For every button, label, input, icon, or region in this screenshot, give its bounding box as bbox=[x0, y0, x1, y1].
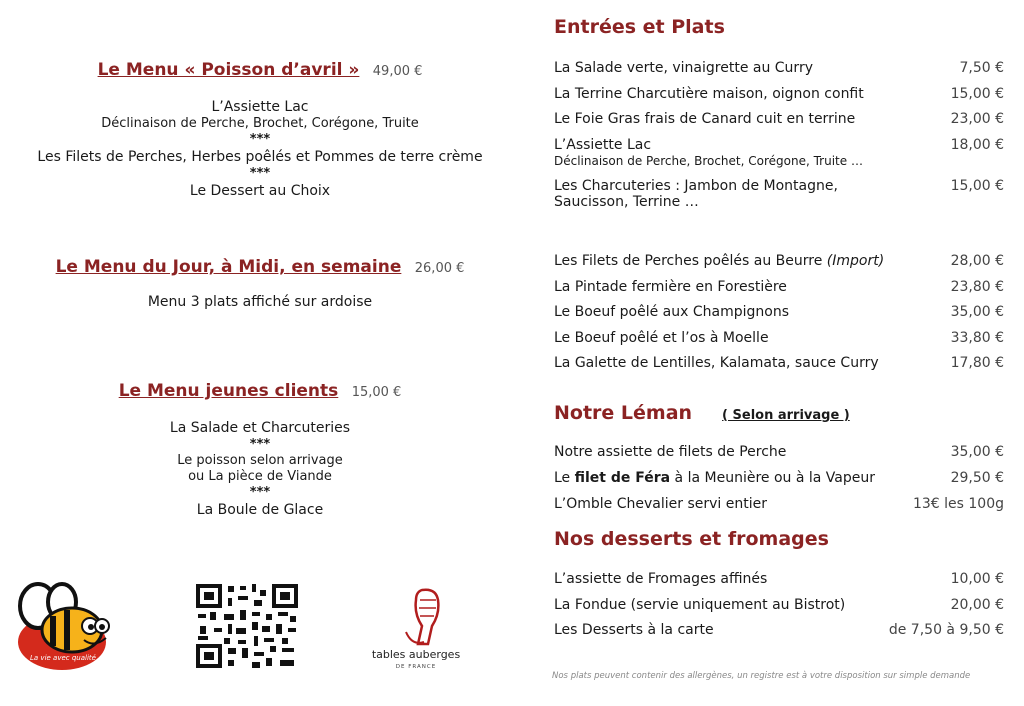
menu-poisson-title: Le Menu « Poisson d’avril » bbox=[97, 60, 360, 80]
item-name: Les Charcuteries : Jambon de Montagne, Saucisson, Terrine … bbox=[554, 178, 838, 210]
menu-item bbox=[554, 111, 1004, 127]
item-name: L’Omble Chevalier servi entier bbox=[554, 496, 767, 512]
item-name: Les Filets de Perches poêlés au Beurre bbox=[554, 253, 823, 269]
menu-item bbox=[554, 597, 1004, 613]
menu-separator: *** bbox=[249, 437, 271, 452]
menu-item bbox=[554, 60, 1004, 76]
item-price: 33,80 € bbox=[950, 330, 1004, 346]
item-price: 23,80 € bbox=[950, 279, 1004, 295]
menu-item bbox=[554, 279, 1004, 295]
menu-item bbox=[554, 178, 1004, 210]
bee-logo bbox=[12, 580, 112, 672]
section-title-entrees: Entrées et Plats bbox=[554, 16, 725, 38]
section-note: ( Selon arrivage ) bbox=[722, 408, 850, 423]
item-name: Le Boeuf poêlé aux Champignons bbox=[554, 304, 789, 320]
item-name: La Galette de Lentilles, Kalamata, sauce Curry bbox=[554, 355, 879, 371]
item-price: 35,00 € bbox=[950, 304, 1004, 320]
menu-item bbox=[554, 571, 1004, 587]
item-note: (Import) bbox=[826, 253, 885, 269]
allergen-footnote: Nos plats peuvent contenir des allergènes, un registre est à votre disposition sur simple demande bbox=[552, 671, 971, 681]
item-price: 18,00 € bbox=[950, 137, 1004, 153]
menu-jeunes-title: Le Menu jeunes clients bbox=[118, 381, 339, 401]
item-name-bold: filet de Féra bbox=[574, 470, 671, 486]
menu-line: Les Filets de Perches, Herbes poêlés et Pommes de terre crème bbox=[37, 149, 483, 165]
menu-item bbox=[554, 496, 1004, 512]
menu-jeunes-price: 15,00 € bbox=[351, 385, 402, 400]
item-price: de 7,50 à 9,50 € bbox=[888, 622, 1004, 638]
item-price: 10,00 € bbox=[950, 571, 1004, 587]
item-price: 29,50 € bbox=[950, 470, 1004, 486]
menu-poisson-price: 49,00 € bbox=[372, 64, 423, 79]
menu-item bbox=[554, 304, 1004, 320]
menu-line: Menu 3 plats affiché sur ardoise bbox=[147, 294, 373, 310]
menu-jeunes bbox=[0, 381, 520, 519]
menu-line: Le poisson selon arrivage bbox=[177, 453, 343, 468]
right-column bbox=[548, 0, 1008, 706]
menu-poisson bbox=[0, 60, 520, 200]
item-name: La Fondue (servie uniquement au Bistrot) bbox=[554, 597, 846, 613]
item-name-pre: Le bbox=[554, 470, 575, 486]
menu-jour bbox=[0, 257, 520, 311]
item-price: 23,00 € bbox=[950, 111, 1004, 127]
item-name: Les Desserts à la carte bbox=[554, 622, 714, 638]
qr-code[interactable] bbox=[194, 582, 300, 670]
item-price: 15,00 € bbox=[950, 178, 1004, 194]
item-name: Notre assiette de filets de Perche bbox=[554, 444, 787, 460]
menu-jour-title: Le Menu du Jour, à Midi, en semaine bbox=[55, 257, 402, 277]
item-price: 7,50 € bbox=[959, 60, 1004, 76]
chef-hat-icon bbox=[366, 586, 466, 648]
item-name: La Pintade fermière en Forestière bbox=[554, 279, 787, 295]
item-name: La Salade verte, vinaigrette au Curry bbox=[554, 60, 813, 76]
item-name: L’assiette de Fromages affinés bbox=[554, 571, 768, 587]
item-name-post: à la Meunière ou à la Vapeur bbox=[670, 470, 875, 486]
item-name: Le Boeuf poêlé et l’os à Moelle bbox=[554, 330, 769, 346]
menu-item bbox=[554, 622, 1004, 638]
tables-auberges-logo bbox=[366, 586, 466, 676]
item-name: L’Assiette Lac bbox=[554, 137, 652, 153]
menu-item bbox=[554, 137, 1004, 169]
menu-line: L’Assiette Lac bbox=[211, 99, 309, 115]
menu-item bbox=[554, 86, 1004, 102]
menu-line: ou La pièce de Viande bbox=[188, 469, 332, 484]
menu-jour-price: 26,00 € bbox=[414, 261, 465, 276]
section-title-leman-text: Notre Léman bbox=[554, 402, 693, 424]
menu-item bbox=[554, 470, 1004, 486]
menu-line: La Boule de Glace bbox=[196, 502, 324, 518]
item-name: Le Foie Gras frais de Canard cuit en terrine bbox=[554, 111, 856, 127]
menu-item bbox=[554, 355, 1004, 371]
item-price: 15,00 € bbox=[950, 86, 1004, 102]
menu-item bbox=[554, 330, 1004, 346]
menu-separator: *** bbox=[249, 132, 271, 147]
menu-line: Déclinaison de Perche, Brochet, Corégone, Truite bbox=[101, 116, 419, 131]
menu-line: Le Dessert au Choix bbox=[189, 183, 331, 199]
menu-item bbox=[554, 444, 1004, 460]
bee-logo-text: La vie avec qualité bbox=[30, 654, 96, 662]
section-title-desserts: Nos desserts et fromages bbox=[554, 528, 829, 550]
menu-line: La Salade et Charcuteries bbox=[169, 420, 351, 436]
qr-code-icon bbox=[194, 582, 300, 670]
item-price: 20,00 € bbox=[950, 597, 1004, 613]
item-price: 13€ les 100g bbox=[912, 496, 1004, 512]
tables-auberges-sub: DE FRANCE bbox=[395, 664, 437, 670]
item-name: La Terrine Charcutière maison, oignon confit bbox=[554, 86, 864, 102]
tables-auberges-text: tables auberges bbox=[371, 648, 461, 661]
section-title-leman bbox=[554, 402, 850, 424]
item-description: Déclinaison de Perche, Brochet, Corégone, Truite … bbox=[554, 154, 863, 168]
menu-separator: *** bbox=[249, 485, 271, 500]
item-price: 17,80 € bbox=[950, 355, 1004, 371]
menu-item bbox=[554, 253, 1004, 269]
item-price: 35,00 € bbox=[950, 444, 1004, 460]
item-price: 28,00 € bbox=[950, 253, 1004, 269]
menu-separator: *** bbox=[249, 166, 271, 181]
